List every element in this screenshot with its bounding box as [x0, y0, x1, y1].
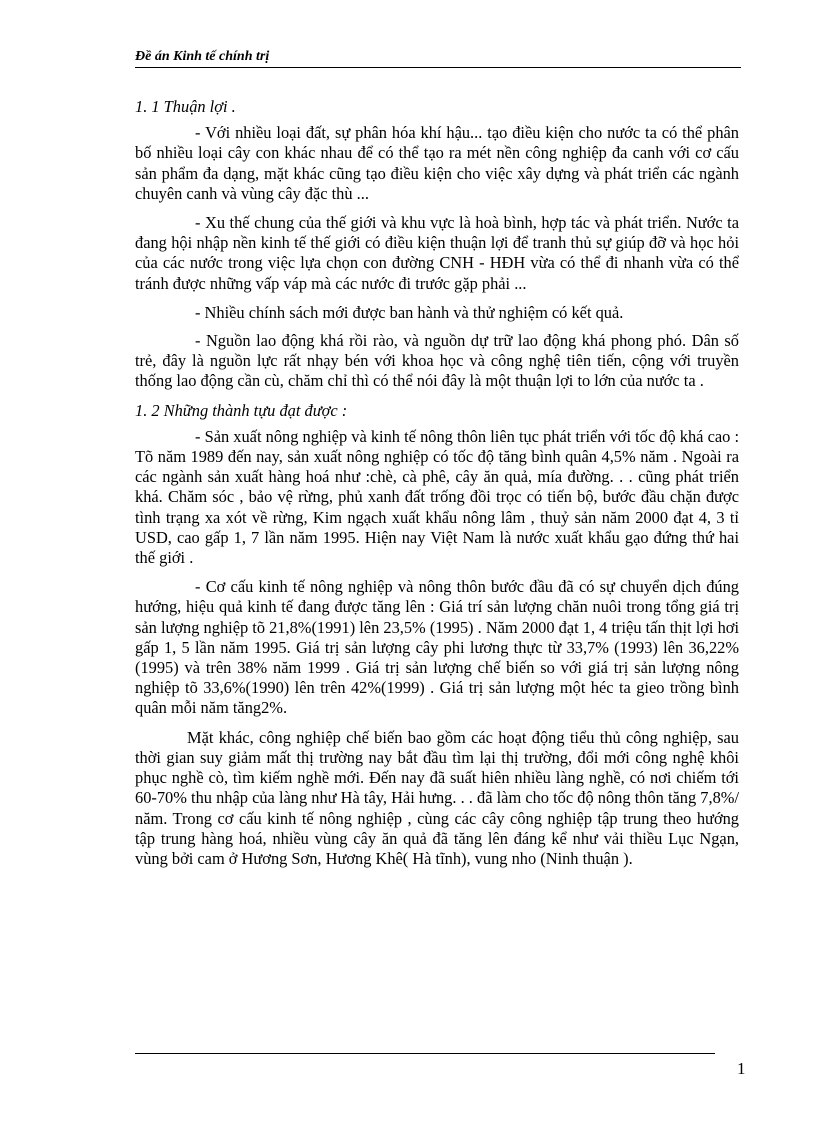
page-number: 1 — [737, 1059, 746, 1078]
paragraph: - Cơ cấu kinh tế nông nghiệp và nông thôn bước đầu đã có sự chuyển dịch đúng hướng, hiệu quả kinh tế đang được tăng lên : Giá trí sản lượng chăn nuôi trong tổng giá trị sản lượng nghiệp tõ 21,8%(1991) lên 23,5% (1995) . Năm 2000 đạt 1, 4 triệu tấn thịt lợi hơi gấp 1, 5 lần năm 1995. Giá trị sản lượng cây phi lương thực từ 33,7% (1993) lên 36,22%(1995) và trên 38% năm 1999 . Giá trị sản lượng chế biến so với giá trị sản lượng nông nghiệp tõ 33,6%(1990) lên trên 42%(1999) . Giá trị sản lượng một héc ta gieo trồng bình quân mỗi năm tăng2%. — [135, 577, 739, 718]
section-title-achievements: 1. 2 Những thành tựu đạt được : — [135, 400, 348, 420]
page-body — [135, 97, 739, 878]
paragraph: Mặt khác, công nghiệp chế biến bao gồm các hoạt động tiểu thủ công nghiệp, sau thời gian suy giảm mất thị trường nay bắt đầu tìm lại thị trường, đổi mới công nghệ khôi phục nghề cò, tìm kiếm nghề mới. Đến nay đã suất hiên nhiều làng nghề, có nơi chiếm tới 60-70% thu nhập của làng như Hà tây, Hải hưng. . . đã làm cho tốc độ nông thôn tăng 7,8%/ năm. Trong cơ cấu kinh tế nông nghiệp , cùng các cây công nghiệp tập trung theo hướng tập trung hàng hoá, nhiều vùng cây ăn quả đã tăng lên đáng kể như vải thiều Lục Ngạn, vùng bởi cam ở Hương Sơn, Hương Khê( Hà tĩnh), vung nho (Ninh thuận ). — [135, 727, 739, 868]
page-header — [135, 49, 741, 68]
footer-divider — [135, 1053, 715, 1054]
paragraph: - Xu thế chung của thế giới và khu vực là hoà bình, hợp tác và phát triển. Nước ta đang hội nhập nền kinh tế thế giới có điều kiện thuận lợi để tranh thủ sự giúp đỡ và học hỏi của các nước trong việc lựa chọn con đường CNH - HĐH vừa có thể đi nhanh vừa có thể tránh được những vấp váp mà các nước đi trước gặp phải ... — [135, 213, 739, 293]
paragraph: - Với nhiều loại đất, sự phân hóa khí hậu... tạo điều kiện cho nước ta có thể phân bố nhiều loại cây con khác nhau để có thể tạo ra mét nền công nghiệp đa canh với cơ cấu sản phẩm đa dạng, mặt khác cũng tạo điều kiện cho việc xây dựng và phát triển các ngành chuyên canh và vùng cây đặc thù ... — [135, 123, 739, 203]
paragraph: - Nguồn lao động khá rồi rào, và nguồn dự trữ lao động khá phong phó. Dân số trẻ, đây là nguồn lực rất nhạy bén với khoa học và công nghệ tiên tiến, cộng với truyền thống lao động cần cù, chăm chỉ thì có thể nói đây là một thuận lợi to lớn của nước ta . — [135, 331, 739, 391]
section-title-advantages: 1. 1 Thuận lợi . — [135, 97, 236, 116]
document-title: Đề án Kinh tế chính trị — [135, 49, 270, 64]
paragraph: - Sản xuất nông nghiệp và kinh tế nông thôn liên tục phát triển với tốc độ khá cao : Tõ năm 1989 đến nay, sản xuất nông nghiệp có tốc độ tăng bình quân 4,5% năm . Ngoài ra các ngành sản xuất hàng hoá như :chè, cà phê, cây ăn quả, mía đường. . . cũng phát triển khá. Chăm sóc , bảo vệ rừng, phủ xanh đất trống đồi trọc có tiến bộ, bước đầu chặn được tình trạng xa xót về rừng, Kim ngạch xuất khẩu nông lâm , thuỷ sản năm 2000 đạt 4, 3 tỉ USD, cao gấp 1, 7 lần năm 1995. Hiện nay Việt Nam là nước xuất khẩu gạo đứng thứ hai thế giới . — [135, 426, 739, 568]
paragraph: - Nhiều chính sách mới được ban hành và thử nghiệm có kết quả. — [195, 302, 624, 322]
